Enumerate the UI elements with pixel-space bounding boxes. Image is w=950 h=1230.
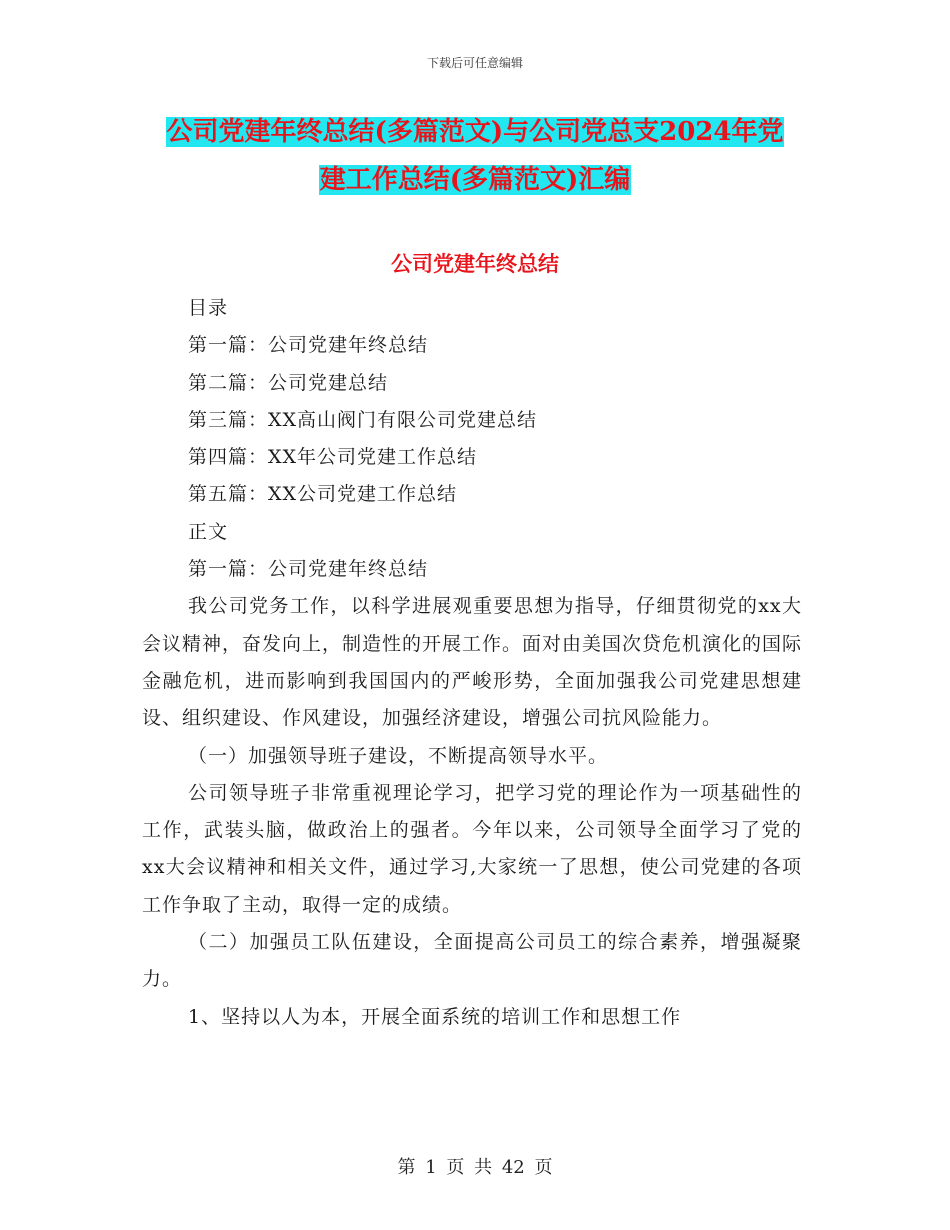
section-title: 公司党建年终总结: [391, 251, 559, 276]
paragraph-intro: 我公司党务工作，以科学进展观重要思想为指导，仔细贯彻党的xx大会议精神，奋发向上，制造性的开展工作。面对由美国次贷危机演化的国际金融危机，进而影响到我国国内的严峻形势，全面加强我公司党建思想建设、组织建设、作风建设，加强经济建设，增强公司抗风险能力。: [142, 595, 803, 730]
toc-item: 第一篇：公司党建年终总结: [188, 334, 429, 357]
toc-label: 目录: [188, 297, 229, 319]
chapter-heading: 第一篇：公司党建年终总结: [188, 558, 429, 581]
toc-item: 第四篇：XX年公司党建工作总结: [188, 446, 478, 469]
title-line-1: 公司党建年终总结(多篇范文)与公司党总支2024年党: [166, 117, 784, 147]
title-line-2: 建工作总结(多篇范文)汇编: [319, 165, 631, 195]
paragraph-leadership: 公司领导班子非常重视理论学习，把学习党的理论作为一项基础性的工作，武装头脑，做政治上的强者。今年以来，公司领导全面学习了党的xx大会议精神和相关文件，通过学习,大家统一了思想，使公司党建的各项工作争取了主动，取得一定的成绩。: [142, 781, 802, 916]
document-title: [0, 108, 950, 204]
document-body: [142, 290, 802, 1036]
toc-item: 第五篇：XX公司党建工作总结: [188, 483, 458, 506]
header-note: 下载后可任意编辑: [426, 56, 523, 70]
subheading-leadership: （一）加强领导班子建设，不断提高领导水平。: [188, 744, 609, 767]
toc-item: 第三篇：XX高山阀门有限公司党建总结: [188, 408, 538, 431]
subheading-training: 1、坚持以人为本，开展全面系统的培训工作和思想工作: [188, 1005, 682, 1028]
toc-item: 第二篇：公司党建总结: [188, 371, 389, 394]
subheading-staff: （二）加强员工队伍建设，全面提高公司员工的综合素养，增强凝聚力。: [142, 931, 802, 991]
body-label: 正文: [188, 520, 229, 543]
page-footer: 第 1 页 共 42 页: [397, 1157, 553, 1178]
